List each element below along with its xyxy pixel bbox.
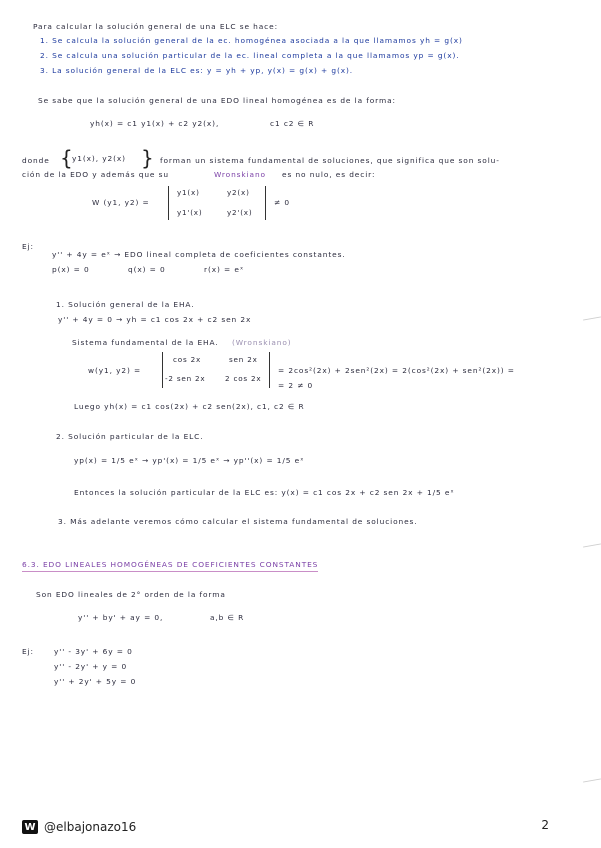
section-form-consts: a,b ∈ R (210, 613, 245, 622)
step1-sys-note: (Wronskiano) (232, 338, 292, 347)
fund-set: y1(x), y2(x) (72, 154, 126, 163)
wronskian-lhs: W (y1, y2) = (92, 198, 150, 207)
intro-step-2: 2. Se calcula una solución particular de la ec. lineal completa a la que llamamos yp = g(x). (40, 51, 460, 60)
margin-mark (583, 543, 601, 547)
matrix-cell: y1(x) (177, 188, 200, 197)
section-def: Son EDO lineales de 2° orden de la forma (36, 590, 226, 599)
margin-mark (583, 316, 601, 320)
matrix-cell: -2 sen 2x (165, 374, 206, 383)
examples2-eq3: y'' + 2y' + 5y = 0 (54, 677, 137, 686)
wuolah-logo-icon: W (22, 820, 38, 834)
matrix-cell: y2(x) (227, 188, 250, 197)
wronskian-rhs: ≠ 0 (274, 198, 290, 207)
wronskian-matrix (168, 186, 266, 220)
examples2-eq2: y'' - 2y' + y = 0 (54, 662, 128, 671)
intro-heading: Para calcular la solución general de una ELC se hace: (33, 22, 278, 31)
section-form: y'' + by' + ay = 0, (78, 613, 164, 622)
intro-step-1: 1. Se calcula la solución general de la ec. homogénea asociada a la que llamamos yh = g(x) (40, 36, 463, 45)
set-brace-close-icon: } (141, 146, 154, 170)
luego-line: Luego yh(x) = c1 cos(2x) + c2 sen(2x), c1, c2 ∈ R (74, 402, 305, 411)
example-label: Ej: (22, 242, 34, 251)
examples2-eq1: y'' - 3y' + 6y = 0 (54, 647, 133, 656)
wronskian2-r2: = 2 ≠ 0 (278, 381, 314, 390)
fund-line1: forman un sistema fundamental de soluciones, que significa que son solu- (160, 156, 500, 165)
wronskian2-lhs: w(y1, y2) = (88, 366, 142, 375)
step2-title: 2. Solución particular de la ELC. (56, 432, 204, 441)
wronskian2-matrix (162, 352, 270, 388)
matrix-cell: 2 cos 2x (225, 374, 262, 383)
fund-line2-a: ción de la EDO y además que su (22, 170, 169, 179)
set-brace-icon: { (60, 146, 73, 170)
homog-text: Se sabe que la solución general de una EDO lineal homogénea es de la forma: (38, 96, 396, 105)
step1-sys: Sistema fundamental de la EHA. (72, 338, 219, 347)
example-r: r(x) = eˣ (204, 265, 244, 274)
footer (22, 820, 136, 834)
homog-consts: c1 c2 ∈ R (270, 119, 315, 128)
matrix-cell: y2'(x) (227, 208, 253, 217)
step2-ent: Entonces la solución particular de la ELC es: y(x) = c1 cos 2x + c2 sen 2x + 1/5 eˣ (74, 488, 455, 497)
margin-mark (583, 778, 601, 782)
section-underline (22, 571, 318, 572)
example-q: q(x) = 0 (128, 265, 166, 274)
fund-donde: donde (22, 156, 50, 165)
step3-line: 3. Más adelante veremos cómo calcular el sistema fundamental de soluciones. (58, 517, 418, 526)
page-number: 2 (541, 818, 549, 832)
step2-eq: yp(x) = 1/5 eˣ → yp'(x) = 1/5 eˣ → yp''(x) = 1/5 eˣ (74, 456, 305, 465)
examples2-label: Ej: (22, 647, 34, 656)
matrix-cell: y1'(x) (177, 208, 203, 217)
step1-title: 1. Solución general de la EHA. (56, 300, 195, 309)
example-eq: y'' + 4y = eˣ → EDO lineal completa de coeficientes constantes. (52, 250, 346, 259)
fund-wronskiano: Wronskiano (214, 170, 266, 179)
section-title: 6.3. EDO LINEALES HOMOGÉNEAS DE COEFICIENTES CONSTANTES (22, 560, 319, 569)
matrix-cell: sen 2x (229, 355, 258, 364)
matrix-cell: cos 2x (173, 355, 202, 364)
step1-eq: y'' + 4y = 0 → yh = c1 cos 2x + c2 sen 2x (58, 315, 252, 324)
fund-line2-b: es no nulo, es decir: (282, 170, 376, 179)
example-p: p(x) = 0 (52, 265, 90, 274)
homog-formula: yh(x) = c1 y1(x) + c2 y2(x), (90, 119, 220, 128)
intro-step-3: 3. La solución general de la ELC es: y = yh + yp, y(x) = g(x) + g(x). (40, 66, 354, 75)
footer-handle: @elbajonazo16 (44, 820, 137, 834)
wronskian2-r1: = 2cos²(2x) + 2sen²(2x) = 2(cos²(2x) + sen²(2x)) = (278, 366, 515, 375)
